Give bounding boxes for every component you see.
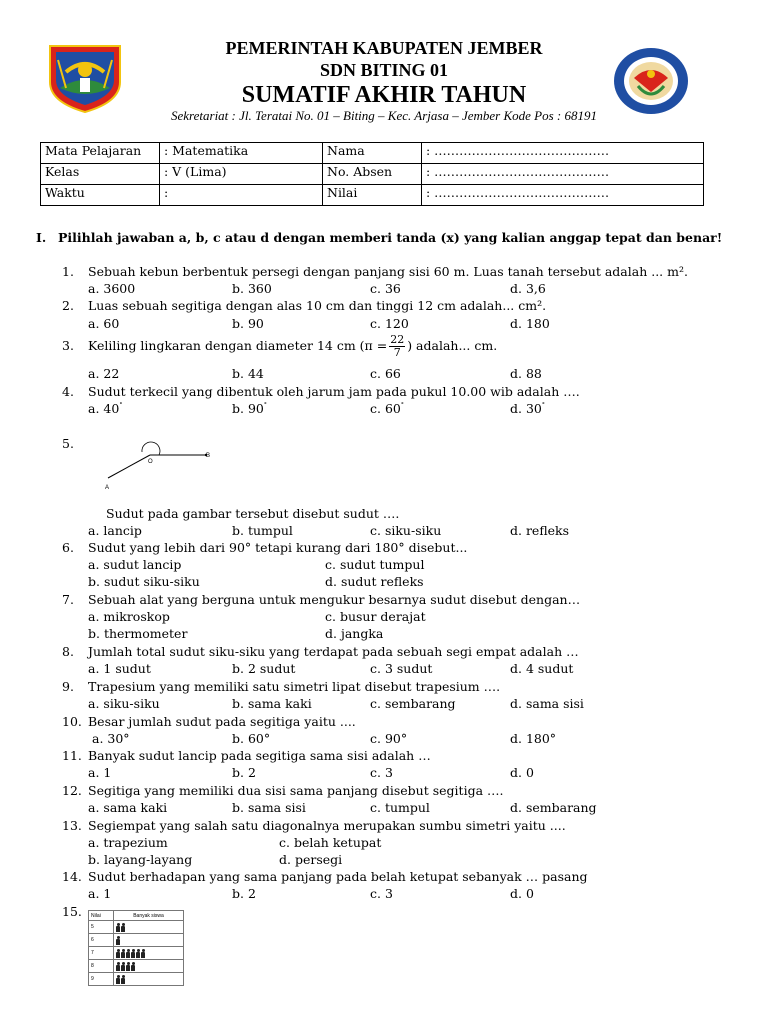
option-13a[interactable]: a. trapezium	[88, 835, 168, 850]
option-12b[interactable]: b. sama sisi	[232, 800, 306, 815]
option-2d[interactable]: d. 180	[510, 316, 550, 331]
pictogram-row: 9	[89, 973, 184, 986]
person-icon	[136, 949, 140, 958]
student-info-table	[40, 142, 704, 206]
question-5-number: 5.	[62, 436, 74, 451]
question-5-text: Sudut pada gambar tersebut disebut sudut ….	[106, 506, 400, 521]
info-field-absen[interactable]: : ……………………………………	[422, 164, 704, 185]
pi-fraction: $\frac{22}{7}$	[390, 333, 405, 359]
person-icon	[116, 936, 120, 945]
option-13c[interactable]: c. belah ketupat	[279, 835, 382, 850]
option-3d[interactable]: d. 88	[510, 366, 542, 381]
option-1a[interactable]: a. 3600	[88, 281, 136, 296]
info-row	[41, 185, 704, 206]
pictogram-table	[88, 910, 184, 986]
info-label-subject: Mata Pelajaran	[41, 143, 160, 164]
instruction-text: Pilihlah jawaban a, b, c atau d dengan memberi tanda (x) yang kalian anggap tepat dan benar!	[58, 230, 723, 245]
option-9b[interactable]: b. sama kaki	[232, 696, 312, 711]
option-4d[interactable]: d. 30°	[510, 401, 545, 416]
option-11c[interactable]: c. 3	[370, 765, 393, 780]
info-value-subject: : Matematika	[160, 143, 323, 164]
option-7a[interactable]: a. mikroskop	[88, 609, 170, 624]
question-4: 4. Sudut terkecil yang dibentuk oleh jarum jam pada pukul 10.00 wib adalah ….	[62, 384, 580, 399]
option-7b[interactable]: b. thermometer	[88, 626, 188, 641]
option-11a[interactable]: a. 1	[88, 765, 112, 780]
option-14a[interactable]: a. 1	[88, 886, 112, 901]
option-11b[interactable]: b. 2	[232, 765, 256, 780]
option-6d[interactable]: d. sudut refleks	[325, 574, 424, 589]
person-icon	[116, 962, 120, 971]
section-roman: I.	[36, 230, 47, 245]
info-label-time: Waktu	[41, 185, 160, 206]
question-13: 13. Segiempat yang salah satu diagonalnya merupakan sumbu simetri yaitu ....	[62, 818, 566, 833]
option-9d[interactable]: d. sama sisi	[510, 696, 584, 711]
option-4c[interactable]: c. 60°	[370, 401, 404, 416]
option-10b[interactable]: b. 60°	[232, 731, 271, 746]
option-10d[interactable]: d. 180°	[510, 731, 557, 746]
option-8b[interactable]: b. 2 sudut	[232, 661, 296, 676]
person-icon	[131, 962, 135, 971]
option-12c[interactable]: c. tumpul	[370, 800, 430, 815]
option-4a[interactable]: a. 40°	[88, 401, 123, 416]
question-8: 8. Jumlah total sudut siku-siku yang terdapat pada sebuah segi empat adalah …	[62, 644, 579, 659]
option-3c[interactable]: c. 66	[370, 366, 401, 381]
info-field-score[interactable]: : ……………………………………	[422, 185, 704, 206]
person-icon	[131, 949, 135, 958]
option-6c[interactable]: c. sudut tumpul	[325, 557, 425, 572]
info-field-name[interactable]: : ……………………………………	[422, 143, 704, 164]
option-2a[interactable]: a. 60	[88, 316, 120, 331]
question-3: 3. Keliling lingkaran dengan diameter 14 cm (π = $\frac{22}{7}$ ) adalah... cm.	[62, 333, 498, 359]
government-heading: PEMERINTAH KABUPATEN JEMBER	[225, 38, 543, 58]
option-5c[interactable]: c. siku-siku	[370, 523, 442, 538]
option-1b[interactable]: b. 360	[232, 281, 272, 296]
pictogram-header-siswa: Banyak siswa	[114, 911, 184, 921]
school-name: SDN BITING 01	[319, 60, 449, 80]
pictogram-header-nilai: Nilai	[89, 911, 114, 921]
ray-end-label-b: B	[206, 453, 211, 459]
pictogram-header-row	[89, 911, 184, 921]
person-icon	[116, 975, 120, 984]
section-instruction	[36, 230, 722, 245]
pictogram-row: 8	[89, 960, 184, 973]
option-1c[interactable]: c. 36	[370, 281, 401, 296]
option-2c[interactable]: c. 120	[370, 316, 409, 331]
option-2b[interactable]: b. 90	[232, 316, 264, 331]
question-14: 14. Sudut berhadapan yang sama panjang pada belah ketupat sebanyak … pasang	[62, 869, 588, 884]
angle-figure	[96, 440, 220, 490]
option-3b[interactable]: b. 44	[232, 366, 264, 381]
exam-title: SUMATIF AKHIR TAHUN	[241, 82, 527, 108]
question-7: 7. Sebuah alat yang berguna untuk mengukur besarnya sudut disebut dengan…	[62, 592, 581, 607]
option-14d[interactable]: d. 0	[510, 886, 534, 901]
info-label-absen: No. Absen	[323, 164, 422, 185]
person-icon	[121, 975, 125, 984]
person-icon	[126, 962, 130, 971]
info-row	[41, 164, 704, 185]
option-5d[interactable]: d. refleks	[510, 523, 570, 538]
option-8c[interactable]: c. 3 sudut	[370, 661, 433, 676]
pictogram-row: 5	[89, 921, 184, 934]
person-icon	[121, 923, 125, 932]
pictogram-row: 7	[89, 947, 184, 960]
option-5a[interactable]: a. lancip	[88, 523, 142, 538]
info-value-time: :	[160, 185, 323, 206]
person-icon	[121, 962, 125, 971]
option-12a[interactable]: a. sama kaki	[88, 800, 168, 815]
option-9a[interactable]: a. siku-siku	[88, 696, 160, 711]
option-6a[interactable]: a. sudut lancip	[88, 557, 182, 572]
option-13d[interactable]: d. persegi	[279, 852, 343, 867]
question-11: 11. Banyak sudut lancip pada segitiga sama sisi adalah …	[62, 748, 431, 763]
person-icon	[141, 949, 145, 958]
info-label-score: Nilai	[323, 185, 422, 206]
info-label-class: Kelas	[41, 164, 160, 185]
option-1d[interactable]: d. 3,6	[510, 281, 546, 296]
info-value-class: : V (Lima)	[160, 164, 323, 185]
option-10c[interactable]: c. 90°	[370, 731, 408, 746]
question-12: 12. Segitiga yang memiliki dua sisi sama panjang disebut segitiga ….	[62, 783, 504, 798]
info-row	[41, 143, 704, 164]
question-10: 10. Besar jumlah sudut pada segitiga yaitu ....	[62, 714, 356, 729]
ray-end-label-a: A	[105, 485, 110, 490]
option-10a[interactable]: a. 30°	[92, 731, 130, 746]
option-3a[interactable]: a. 22	[88, 366, 120, 381]
option-13b[interactable]: b. layang-layang	[88, 852, 193, 867]
question-1: 1. Sebuah kebun berbentuk persegi dengan panjang sisi 60 m. Luas tanah tersebut adalah ... m².	[62, 264, 688, 279]
question-6: 6. Sudut yang lebih dari 90° tetapi kurang dari 180° disebut...	[62, 540, 468, 555]
option-7c[interactable]: c. busur derajat	[325, 609, 426, 624]
question-15-number: 15.	[62, 904, 82, 919]
person-icon	[116, 949, 120, 958]
option-7d[interactable]: d. jangka	[325, 626, 384, 641]
option-12d[interactable]: d. sembarang	[510, 800, 597, 815]
option-14c[interactable]: c. 3	[370, 886, 393, 901]
option-14b[interactable]: b. 2	[232, 886, 256, 901]
person-icon	[121, 949, 125, 958]
info-label-name: Nama	[323, 143, 422, 164]
option-4b[interactable]: b. 90°	[232, 401, 267, 416]
school-address: Sekretariat : Jl. Teratai No. 01 – Biting – Kec. Arjasa – Jember Kode Pos : 68191	[171, 108, 597, 123]
option-8a[interactable]: a. 1 sudut	[88, 661, 151, 676]
person-icon	[116, 923, 120, 932]
vertex-label: O	[148, 459, 153, 465]
pictogram-row: 6	[89, 934, 184, 947]
option-9c[interactable]: c. sembarang	[370, 696, 456, 711]
option-8d[interactable]: d. 4 sudut	[510, 661, 574, 676]
question-2: 2. Luas sebuah segitiga dengan alas 10 cm dan tinggi 12 cm adalah... cm².	[62, 298, 547, 313]
option-11d[interactable]: d. 0	[510, 765, 534, 780]
question-9: 9. Trapesium yang memiliki satu simetri lipat disebut trapesium ….	[62, 679, 501, 694]
option-5b[interactable]: b. tumpul	[232, 523, 293, 538]
option-6b[interactable]: b. sudut siku-siku	[88, 574, 200, 589]
person-icon	[126, 949, 130, 958]
